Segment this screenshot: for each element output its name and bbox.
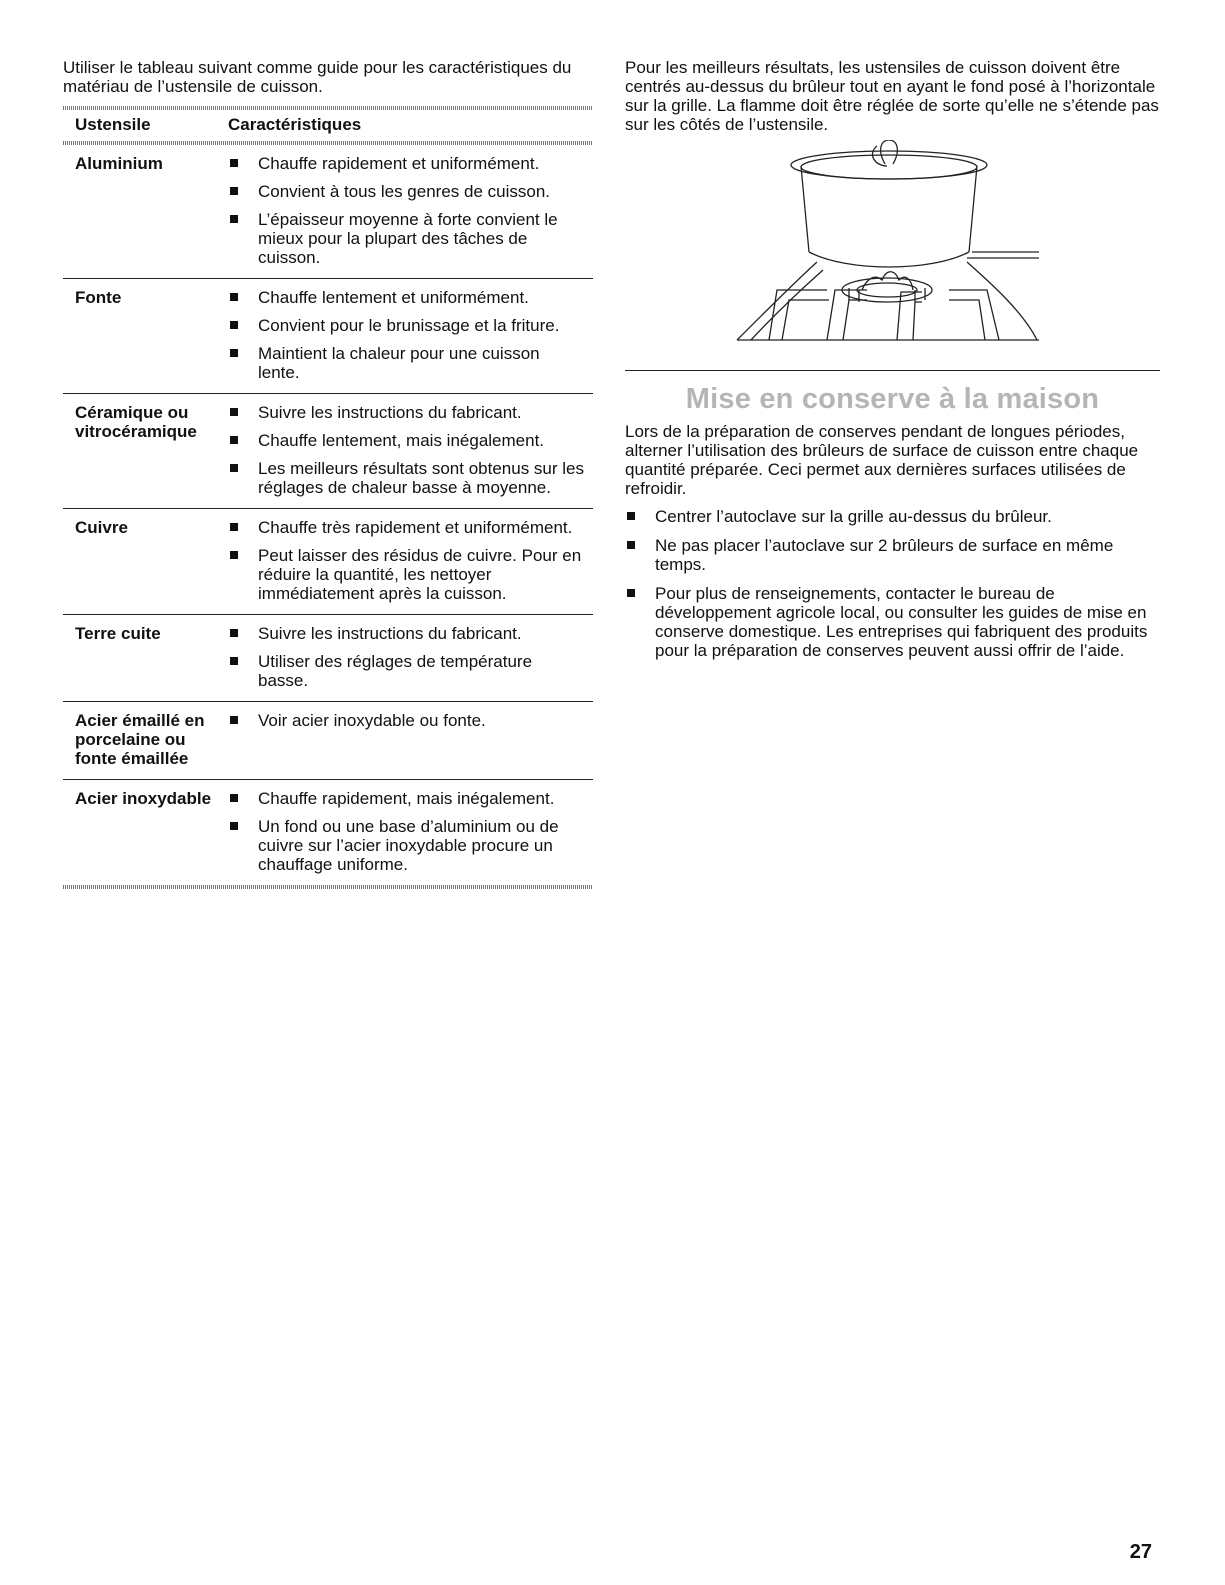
bullet-square-icon <box>228 431 258 450</box>
list-item: Les meilleurs résultats sont obtenus sur les réglages de chaleur basse à moyenne. <box>228 459 585 497</box>
bullet-square-icon <box>228 518 258 537</box>
bullet-square-icon <box>228 711 258 730</box>
list-item: Utiliser des réglages de température basse. <box>228 652 585 690</box>
bullet-square-icon <box>625 584 655 660</box>
list-item: Chauffe très rapidement et uniformément. <box>228 518 585 537</box>
page-number: 27 <box>1129 1541 1152 1563</box>
characteristics-list <box>228 154 593 267</box>
bullet-square-icon <box>228 288 258 307</box>
list-item: Centrer l’autoclave sur la grille au-dessus du brûleur. <box>625 507 1160 526</box>
characteristics-list <box>228 403 593 497</box>
bullet-square-icon <box>228 316 258 335</box>
list-item: Un fond ou une base d’aluminium ou de cuivre sur l’acier inoxydable procure un chauffage uniforme. <box>228 817 585 874</box>
table-row <box>63 780 593 885</box>
bullet-square-icon <box>228 182 258 201</box>
list-item: Chauffe rapidement et uniformément. <box>228 154 585 173</box>
bullet-square-icon <box>228 154 258 173</box>
bullet-square-icon <box>228 546 258 603</box>
table-row <box>63 145 593 279</box>
material-name: Terre cuite <box>75 624 161 643</box>
bullet-square-icon <box>228 789 258 808</box>
characteristics-list <box>228 789 593 874</box>
list-item: Chauffe rapidement, mais inégalement. <box>228 789 585 808</box>
bullet-square-icon <box>228 652 258 690</box>
list-item: Chauffe lentement, mais inégalement. <box>228 431 585 450</box>
table-intro: Utiliser le tableau suivant comme guide pour les caractéristiques du matériau de l’ustensile de cuisson. <box>63 58 572 96</box>
characteristics-list <box>228 518 593 603</box>
list-item: Convient à tous les genres de cuisson. <box>228 182 585 201</box>
list-item: Suivre les instructions du fabricant. <box>228 624 585 643</box>
bullet-square-icon <box>228 210 258 267</box>
list-item: Ne pas placer l’autoclave sur 2 brûleurs de surface en même temps. <box>625 536 1160 574</box>
table-row <box>63 615 593 702</box>
characteristics-list <box>228 711 593 768</box>
bullet-square-icon <box>625 507 655 526</box>
header-ustensile: Ustensile <box>75 115 151 134</box>
table-row <box>63 702 593 780</box>
bullet-square-icon <box>228 403 258 422</box>
section-divider <box>625 370 1160 371</box>
pot-on-burner-illustration <box>717 140 1057 358</box>
table-row <box>63 394 593 509</box>
list-item: Chauffe lentement et uniformément. <box>228 288 585 307</box>
canning-bullet-list <box>625 507 1160 660</box>
right-column <box>625 58 1160 670</box>
bullet-square-icon <box>228 344 258 382</box>
list-item: Peut laisser des résidus de cuivre. Pour en réduire la quantité, les nettoyer immédiatement après la cuisson. <box>228 546 585 603</box>
table-row <box>63 509 593 615</box>
material-name: Acier inoxydable <box>75 789 212 808</box>
list-item: Maintient la chaleur pour une cuisson lente. <box>228 344 585 382</box>
list-item: Convient pour le brunissage et la friture. <box>228 316 585 335</box>
list-item: L’épaisseur moyenne à forte convient le mieux pour la plupart des tâches de cuisson. <box>228 210 585 267</box>
characteristics-list <box>228 624 593 690</box>
bullet-square-icon <box>228 817 258 874</box>
bullet-square-icon <box>228 624 258 643</box>
material-name: Acier émaillé en porcelaine ou fonte émaillée <box>75 711 205 768</box>
bullet-square-icon <box>625 536 655 574</box>
bullet-square-icon <box>228 459 258 497</box>
table-header <box>63 110 593 141</box>
material-name: Céramique ou vitrocéramique <box>75 403 197 441</box>
header-caracteristiques: Caractéristiques <box>228 115 362 134</box>
material-name: Aluminium <box>75 154 163 173</box>
left-column <box>63 58 593 889</box>
section-title: Mise en conserve à la maison <box>685 383 1100 415</box>
material-name: Cuivre <box>75 518 128 537</box>
list-item: Suivre les instructions du fabricant. <box>228 403 585 422</box>
table-row <box>63 279 593 394</box>
list-item: Voir acier inoxydable ou fonte. <box>228 711 585 730</box>
list-item: Pour plus de renseignements, contacter le bureau de développement agricole local, ou consulter les guides de mise en conserve domestique. Les entreprises qui fabriquent des produits pour la préparation de conserves peuvent aussi offrir de l’aide. <box>625 584 1160 660</box>
characteristics-list <box>228 288 593 382</box>
material-name: Fonte <box>75 288 122 307</box>
canning-paragraph: Lors de la préparation de conserves pendant de longues périodes, alterner l’utilisation des brûleurs de surface de cuisson entre chaque quantité préparée. Ceci permet aux dernières surfaces utilisées de refroidir. <box>625 422 1139 498</box>
table-bottom-rule <box>63 885 593 889</box>
cookware-placement-text: Pour les meilleurs résultats, les ustensiles de cuisson doivent être centrés au-dessus du brûleur tout en ayant le fond posé à l’horizontale sur la grille. La flamme doit être réglée de sorte qu’elle ne s’étende pas sur les côtés de l’ustensile. <box>625 58 1159 134</box>
